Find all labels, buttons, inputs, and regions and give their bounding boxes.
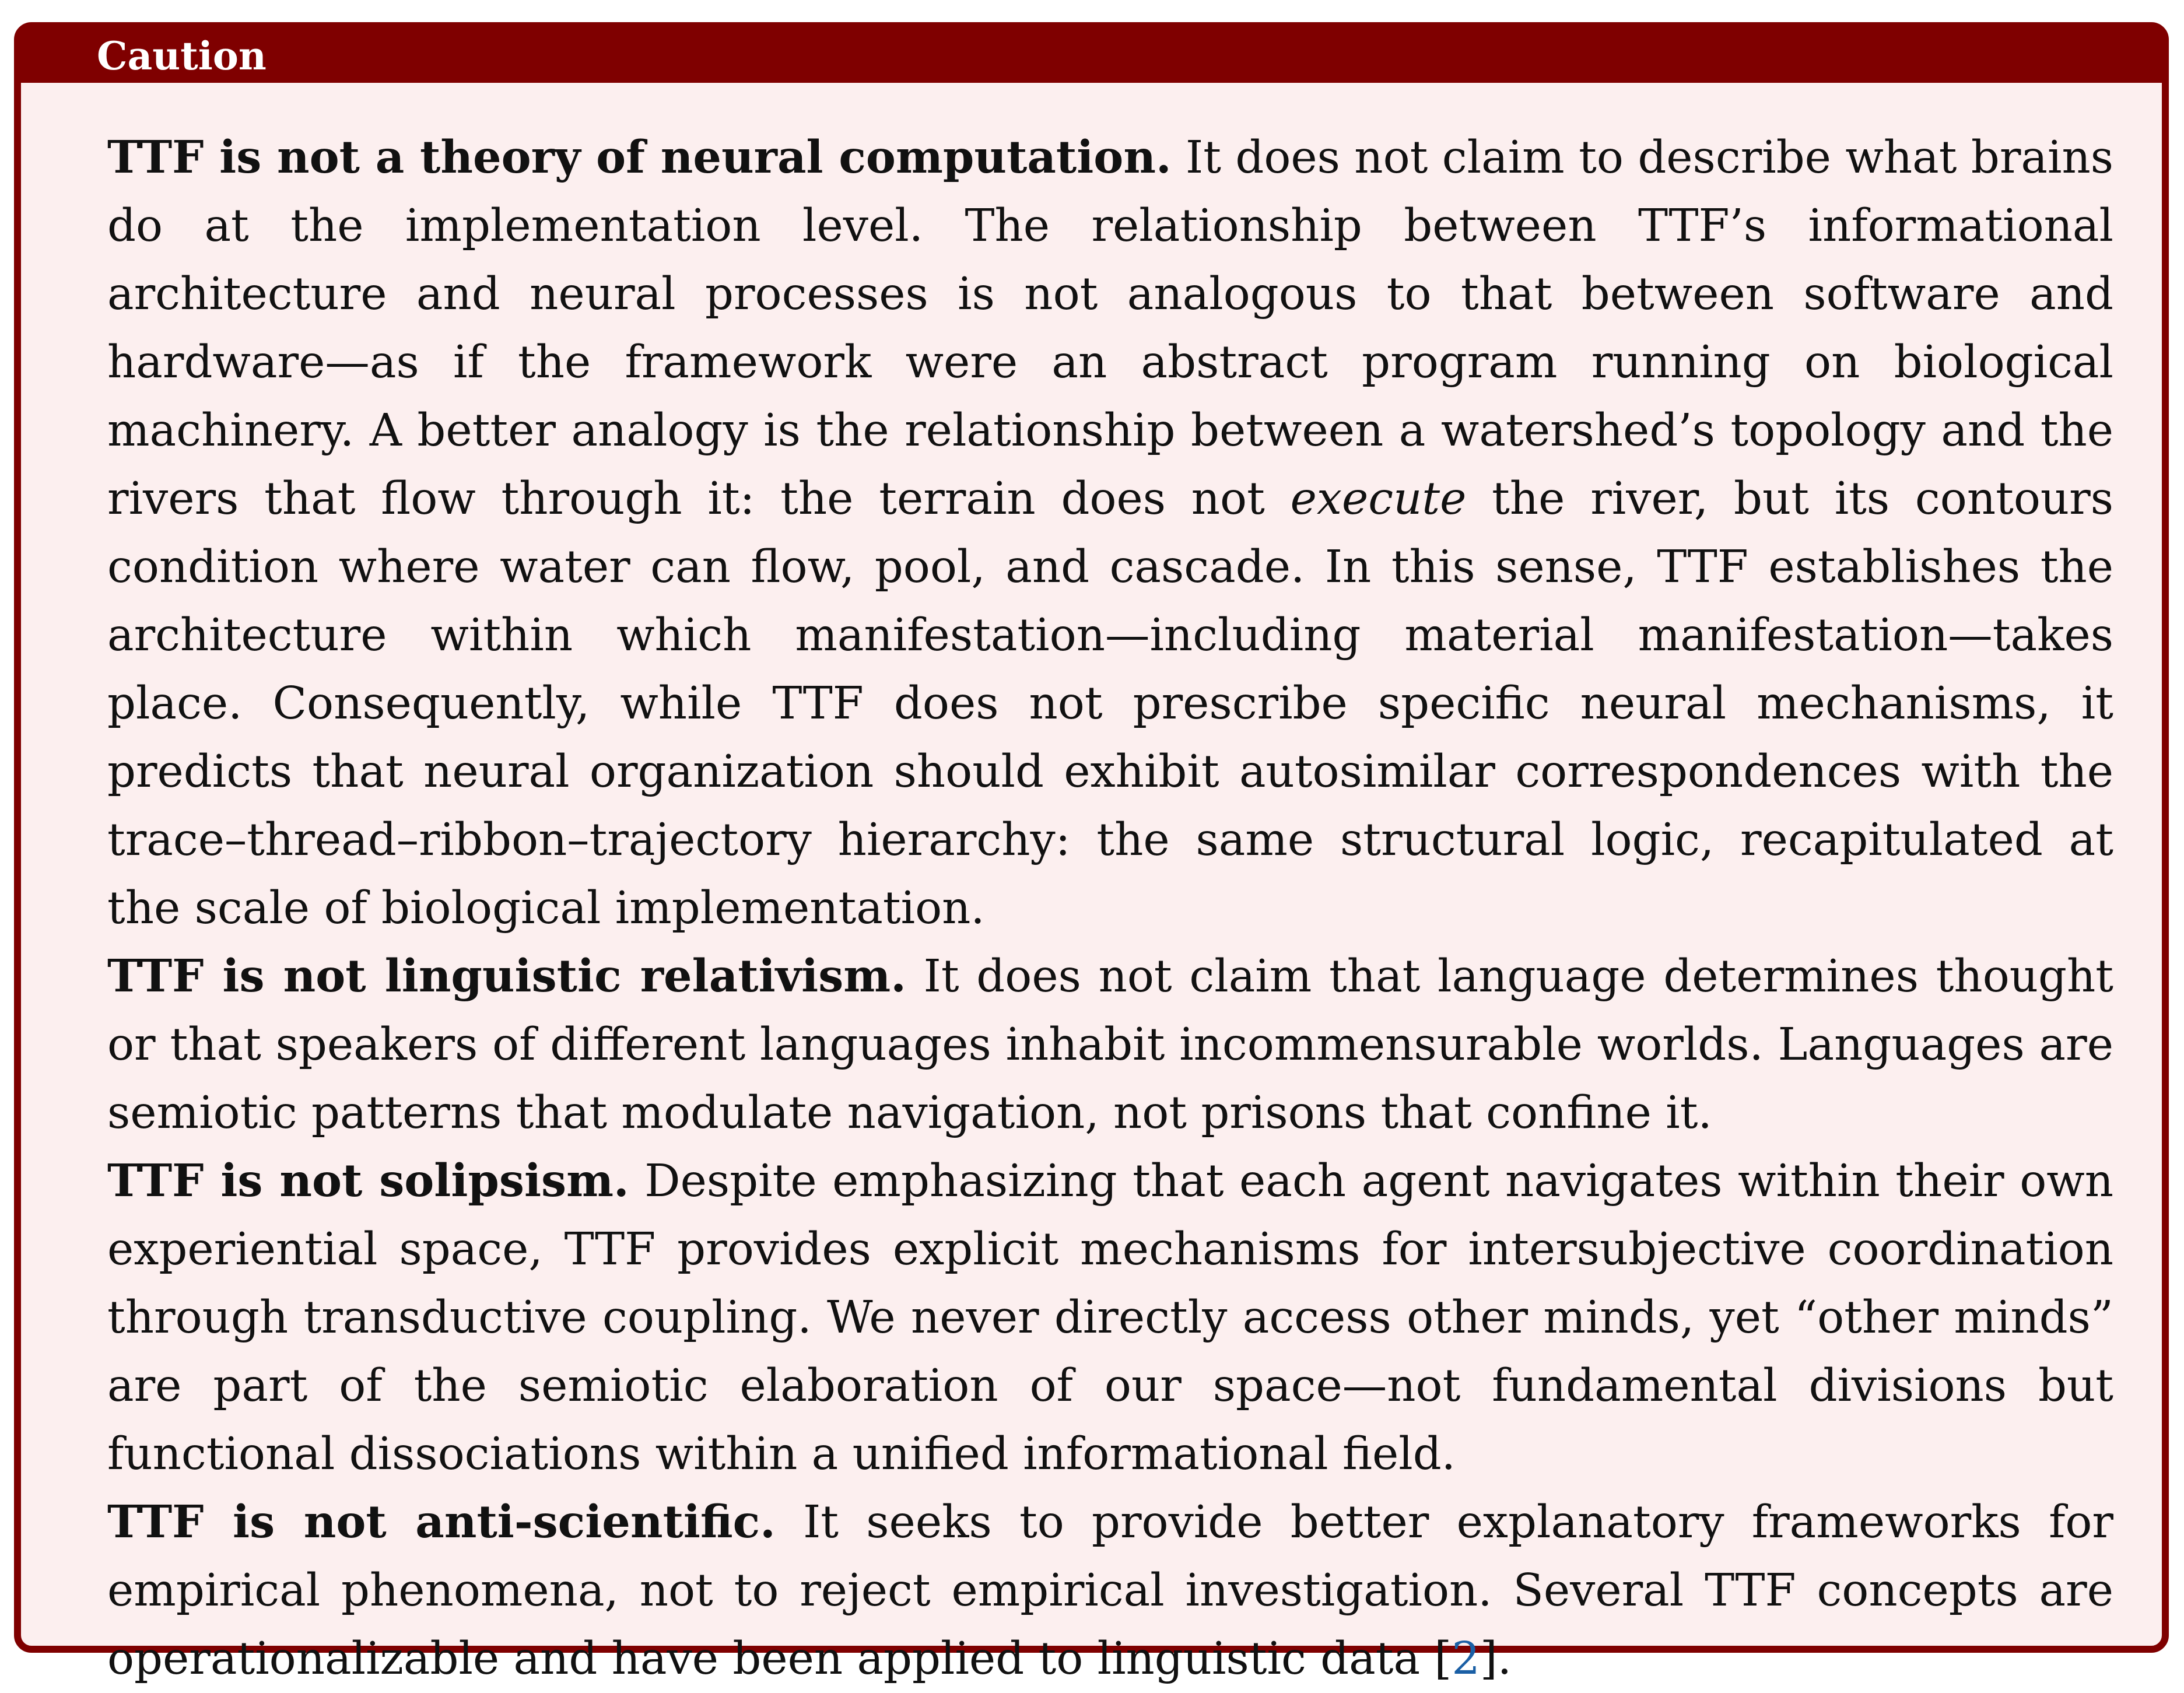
paragraph-text: It seeks to provide better explanatory frameworks for empirical phenomena, not to reject empirical investigation. Several TTF concepts are operationalizable and have been applied to linguistic data [ bbox=[107, 1496, 2114, 1685]
paragraph-solipsism bbox=[107, 1147, 2113, 1488]
paragraph-lead: TTF is not solipsism. bbox=[107, 1155, 629, 1207]
paragraph-text: ]. bbox=[1480, 1633, 1512, 1685]
paragraph-lead: TTF is not linguistic relativism. bbox=[107, 950, 906, 1003]
citation-link[interactable]: 2 bbox=[1452, 1633, 1480, 1685]
paragraph-text: Despite emphasizing that each agent navigates within their own experiential space, TTF provides explicit mechanisms for intersubjective coordination through transductive coupling. We never directly access other minds, yet “other minds” are part of the semiotic elaboration of our space—not fundamental divisions but functional dissociations within a unified informational field. bbox=[107, 1155, 2113, 1480]
paragraph-text: the river, but its contours condition where water can flow, pool, and cascade. In this sense, TTF establishes the architecture within which manifestation—including material manifestation—takes place. Consequently, while TTF does not prescribe specific neural mechanisms, it predicts that neural organization should exhibit autosimilar correspondences with the trace–thread–ribbon–trajectory hierarchy: the same structural logic, recapitulated at the scale of biological implementation. bbox=[107, 473, 2113, 934]
paragraph-lead: TTF is not a theory of neural computation. bbox=[107, 131, 1172, 184]
caution-box-title: Caution bbox=[21, 29, 2162, 83]
paragraph-linguistic-relativism bbox=[107, 942, 2113, 1147]
emphasis-text: execute bbox=[1290, 473, 1467, 525]
caution-box bbox=[14, 22, 2169, 1685]
paragraph-text: It does not claim to describe what brains do at the implementation level. The relationship between TTF’s informational architecture and neural processes is not analogous to that between software and hardware—as if the framework were an abstract program running on biological machinery. A better analogy is the relationship between a watershed’s topology and the rivers that flow through it: the terrain does not bbox=[107, 132, 2113, 525]
paragraph-anti-scientific bbox=[107, 1488, 2113, 1693]
paragraph-neural-computation bbox=[107, 124, 2113, 942]
paragraph-lead: TTF is not anti-scientific. bbox=[107, 1496, 776, 1548]
caution-box-body bbox=[107, 124, 2113, 1693]
paragraph-text: It does not claim that language determines thought or that speakers of different languages inhabit incommensurable worlds. Languages are semiotic patterns that modulate navigation, not prisons that confine it. bbox=[107, 951, 2113, 1139]
